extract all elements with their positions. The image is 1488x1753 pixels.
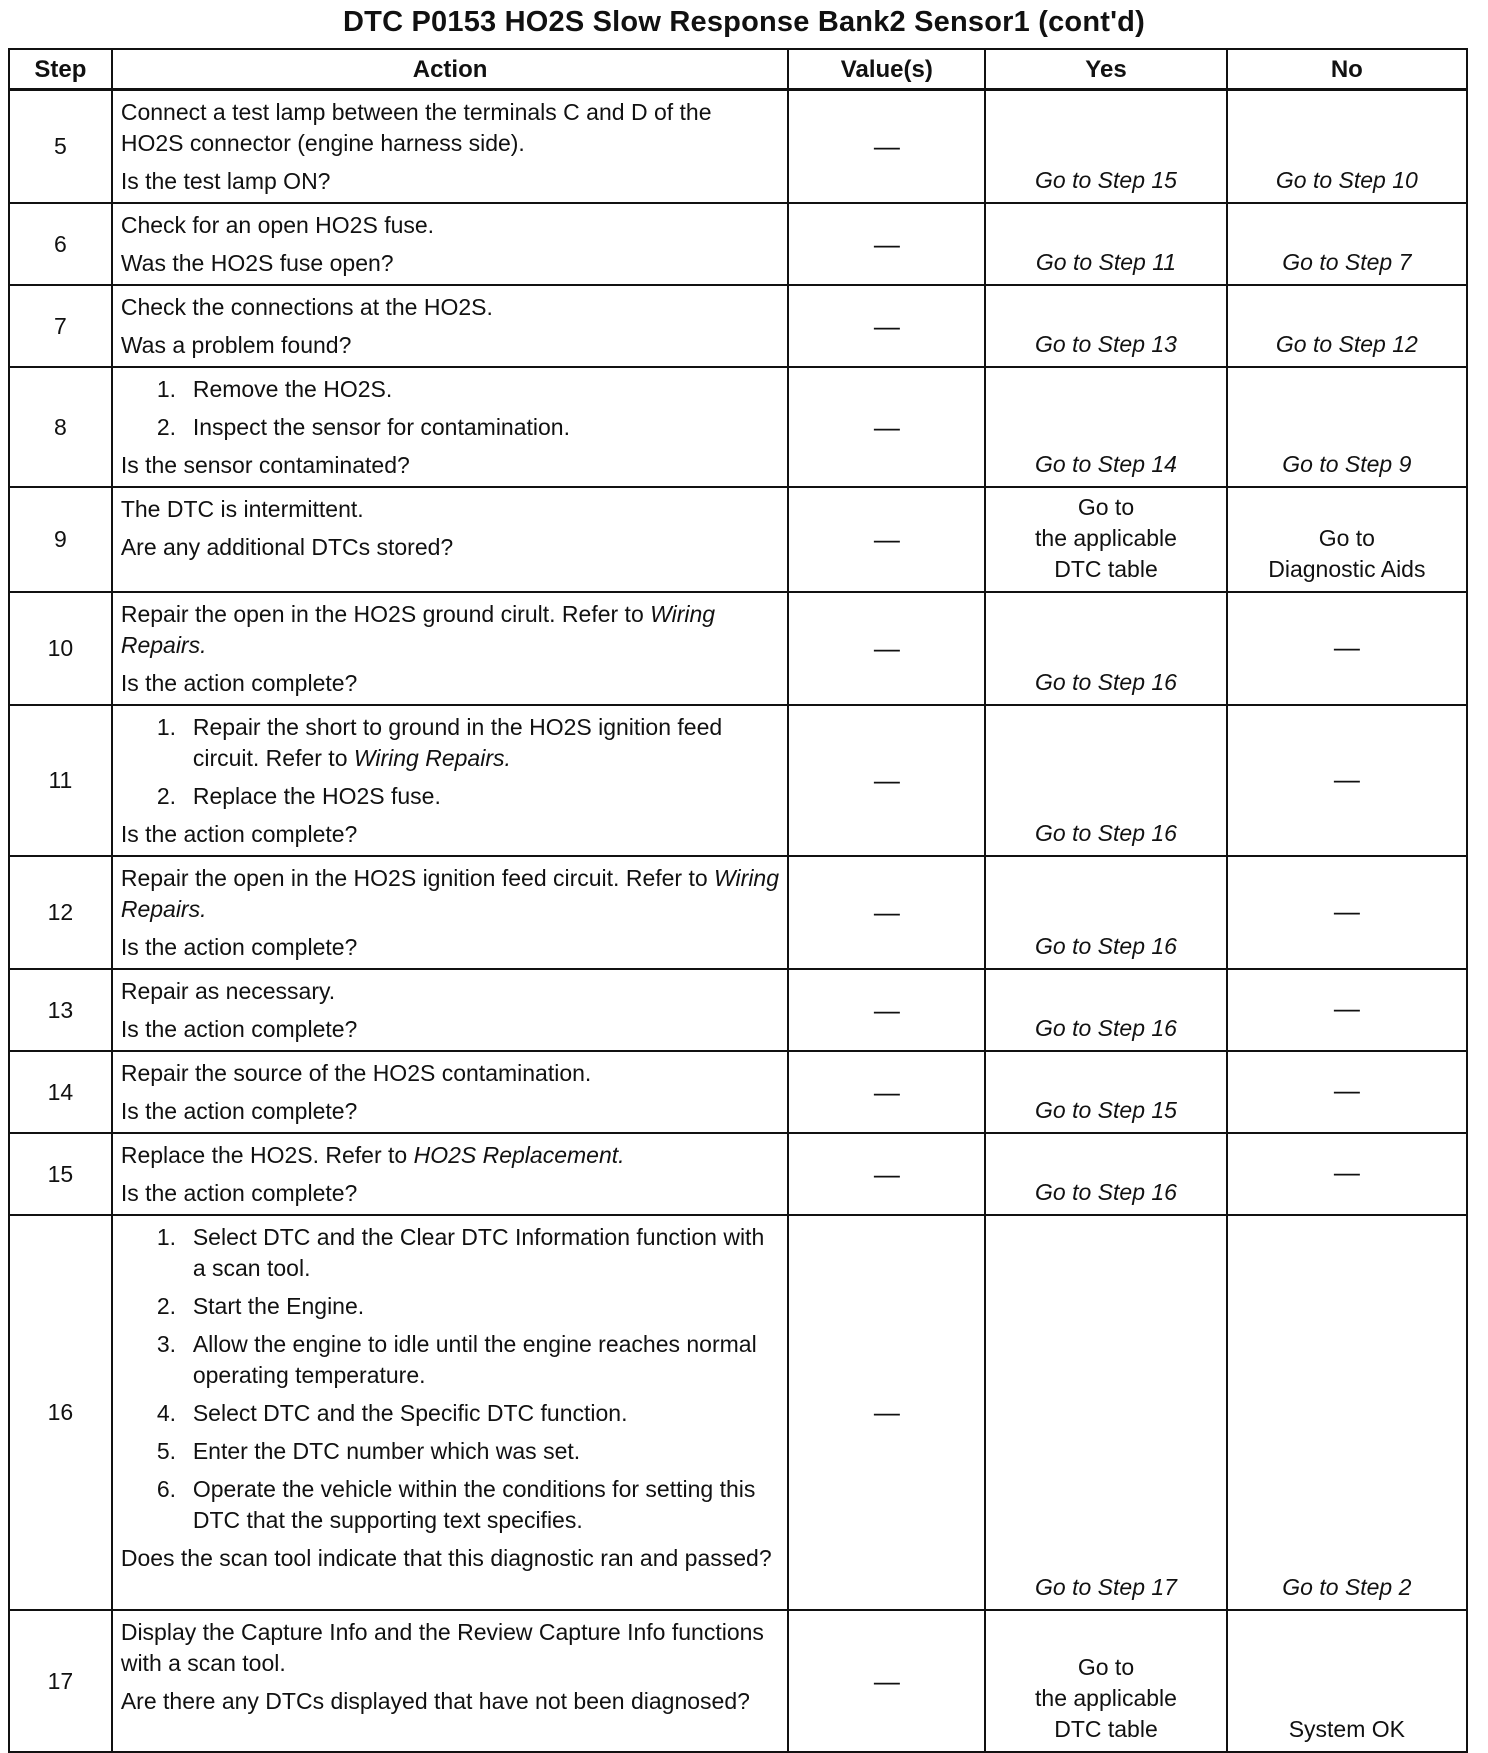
value-cell: — (788, 856, 985, 969)
list-item: 2. Inspect the sensor for contamination. (156, 414, 570, 440)
action-cell (112, 1133, 789, 1215)
header-yes: Yes (985, 49, 1226, 90)
list-item: 1. Remove the HO2S. (156, 376, 393, 402)
yes-cell: Go to Step 15 (985, 1051, 1226, 1133)
value-cell: — (788, 705, 985, 856)
action-text: Repair the open in the HO2S ground cirult. Refer to Wiring Repairs. (120, 601, 716, 658)
yes-cell: Go to Step 16 (985, 1133, 1226, 1215)
no-cell: — (1227, 856, 1467, 969)
action-question: Does the scan tool indicate that this diagnostic ran and passed? (120, 1545, 772, 1571)
action-cell (112, 705, 789, 856)
step-number: 6 (9, 203, 112, 285)
step-number: 16 (9, 1215, 112, 1610)
action-cell (112, 1610, 789, 1752)
action-cell (112, 969, 789, 1051)
table-row (9, 90, 1467, 204)
action-question: Is the sensor contaminated? (120, 452, 410, 478)
action-cell (112, 367, 789, 487)
action-text: Replace the HO2S. Refer to HO2S Replacement. (120, 1142, 625, 1168)
no-cell: Go to Step 10 (1227, 90, 1467, 204)
action-text: Repair the open in the HO2S ignition feed circuit. Refer to Wiring Repairs. (120, 865, 780, 922)
step-number: 11 (9, 705, 112, 856)
value-cell: — (788, 367, 985, 487)
yes-cell: Go to Step 13 (985, 285, 1226, 367)
step-number: 15 (9, 1133, 112, 1215)
value-cell: — (788, 1051, 985, 1133)
action-text: Repair as necessary. (120, 978, 336, 1004)
yes-cell: Go to Step 16 (985, 969, 1226, 1051)
action-question: Is the action complete? (120, 1098, 358, 1124)
step-number: 13 (9, 969, 112, 1051)
action-cell (112, 90, 789, 204)
list-item: 5. Enter the DTC number which was set. (156, 1438, 581, 1464)
header-no: No (1227, 49, 1467, 90)
header-step: Step (9, 49, 112, 90)
yes-cell: Go to Step 15 (985, 90, 1226, 204)
table-row (9, 203, 1467, 285)
yes-cell: Go to Step 17 (985, 1215, 1226, 1610)
action-text: Check the connections at the HO2S. (120, 294, 493, 320)
table-row (9, 1133, 1467, 1215)
table-row (9, 1610, 1467, 1752)
action-question: Is the action complete? (120, 821, 358, 847)
list-item: 1. Repair the short to ground in the HO2S ignition feed circuit. Refer to Wiring Repairs. (156, 714, 723, 771)
list-item: 4. Select DTC and the Specific DTC function. (156, 1400, 628, 1426)
step-number: 14 (9, 1051, 112, 1133)
action-question: Are any additional DTCs stored? (120, 534, 454, 560)
header-action: Action (112, 49, 789, 90)
table-row (9, 1051, 1467, 1133)
no-cell: — (1227, 592, 1467, 705)
action-question: Is the action complete? (120, 934, 358, 960)
no-cell: Go to Diagnostic Aids (1227, 487, 1467, 592)
table-row (9, 592, 1467, 705)
step-number: 7 (9, 285, 112, 367)
step-number: 5 (9, 90, 112, 204)
table-row (9, 705, 1467, 856)
action-cell (112, 487, 789, 592)
no-cell: System OK (1227, 1610, 1467, 1752)
action-cell (112, 856, 789, 969)
action-question: Is the action complete? (120, 1016, 358, 1042)
step-number: 9 (9, 487, 112, 592)
action-question: Are there any DTCs displayed that have not been diagnosed? (120, 1688, 750, 1714)
yes-cell: Go to the applicable DTC table (985, 1610, 1226, 1752)
value-cell: — (788, 203, 985, 285)
list-item: 3. Allow the engine to idle until the engine reaches normal operating temperature. (156, 1331, 757, 1388)
list-item: 2. Replace the HO2S fuse. (156, 783, 441, 809)
value-cell: — (788, 969, 985, 1051)
action-text: Repair the source of the HO2S contamination. (120, 1060, 592, 1086)
action-cell (112, 203, 789, 285)
action-text: The DTC is intermittent. (120, 496, 364, 522)
no-cell: Go to Step 7 (1227, 203, 1467, 285)
action-cell (112, 285, 789, 367)
action-cell (112, 1215, 789, 1610)
yes-cell: Go to Step 11 (985, 203, 1226, 285)
table-row (9, 856, 1467, 969)
list-item: 6. Operate the vehicle within the conditions for setting this DTC that the supporting text specifies. (156, 1476, 756, 1533)
action-text: Display the Capture Info and the Review Capture Info functions with a scan tool. (120, 1619, 764, 1676)
yes-cell: Go to Step 16 (985, 856, 1226, 969)
no-cell: Go to Step 9 (1227, 367, 1467, 487)
no-cell: — (1227, 969, 1467, 1051)
value-cell: — (788, 592, 985, 705)
step-number: 10 (9, 592, 112, 705)
list-item: 1. Select DTC and the Clear DTC Information function with a scan tool. (156, 1224, 765, 1281)
action-cell (112, 1051, 789, 1133)
table-row (9, 367, 1467, 487)
table-row (9, 969, 1467, 1051)
action-text: Connect a test lamp between the terminals C and D of the HO2S connector (engine harness side). (120, 99, 712, 156)
step-number: 8 (9, 367, 112, 487)
value-cell: — (788, 1215, 985, 1610)
value-cell: — (788, 90, 985, 204)
value-cell: — (788, 1133, 985, 1215)
list-item: 2. Start the Engine. (156, 1293, 365, 1319)
diagnostic-table (8, 48, 1468, 1753)
yes-cell: Go to Step 14 (985, 367, 1226, 487)
step-number: 12 (9, 856, 112, 969)
action-text: Check for an open HO2S fuse. (120, 212, 435, 238)
no-cell: — (1227, 1133, 1467, 1215)
value-cell: — (788, 1610, 985, 1752)
action-cell (112, 592, 789, 705)
table-row (9, 285, 1467, 367)
action-question: Is the action complete? (120, 670, 358, 696)
table-row (9, 487, 1467, 592)
no-cell: Go to Step 2 (1227, 1215, 1467, 1610)
header-row (9, 49, 1467, 90)
no-cell: — (1227, 1051, 1467, 1133)
value-cell: — (788, 285, 985, 367)
yes-cell: Go to the applicable DTC table (985, 487, 1226, 592)
yes-cell: Go to Step 16 (985, 592, 1226, 705)
action-question: Is the test lamp ON? (120, 168, 331, 194)
action-question: Is the action complete? (120, 1180, 358, 1206)
document-title: DTC P0153 HO2S Slow Response Bank2 Sensor1 (cont'd) (343, 6, 1145, 38)
action-question: Was a problem found? (120, 332, 352, 358)
table-row (9, 1215, 1467, 1610)
action-question: Was the HO2S fuse open? (120, 250, 394, 276)
value-cell: — (788, 487, 985, 592)
no-cell: — (1227, 705, 1467, 856)
no-cell: Go to Step 12 (1227, 285, 1467, 367)
step-number: 17 (9, 1610, 112, 1752)
yes-cell: Go to Step 16 (985, 705, 1226, 856)
header-values: Value(s) (788, 49, 985, 90)
